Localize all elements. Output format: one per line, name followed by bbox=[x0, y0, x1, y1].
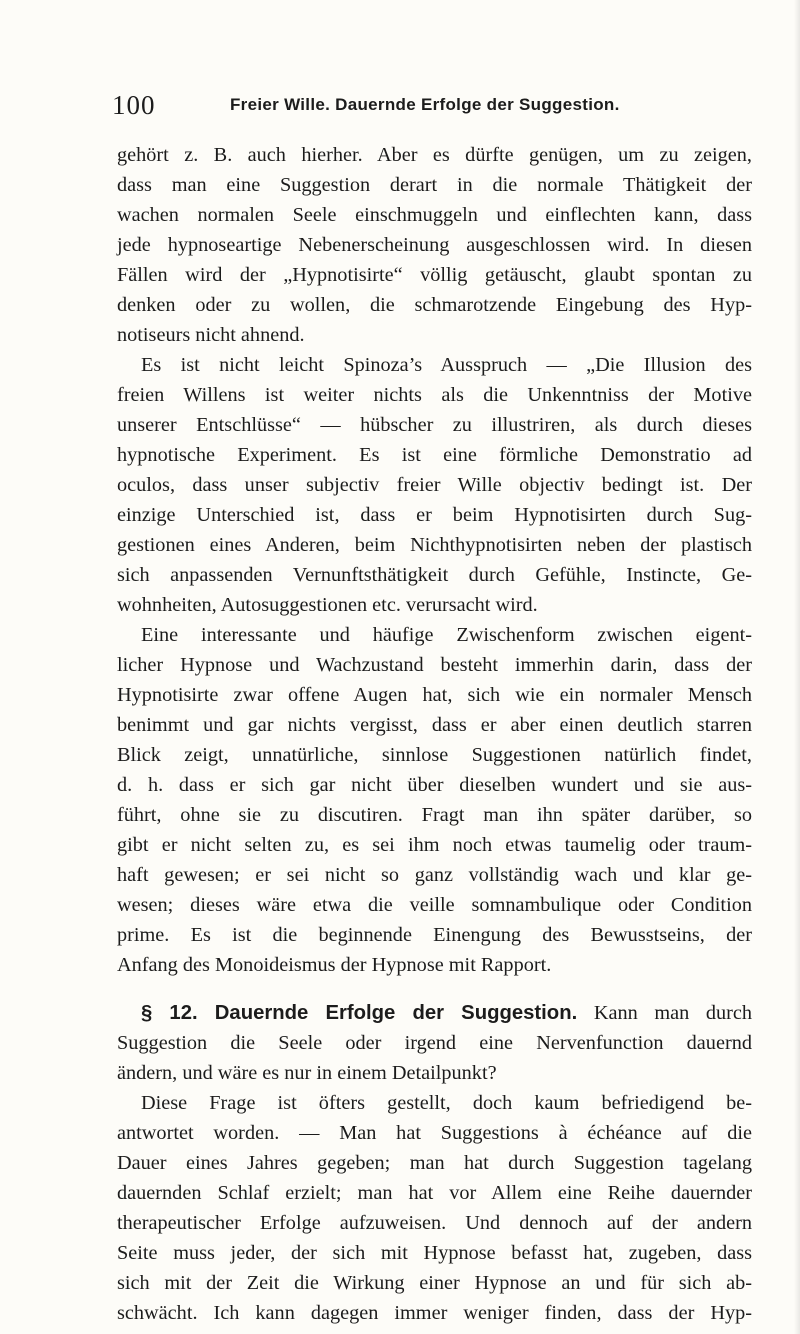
text-line: oculos, dass unser subjectiv freier Wille objectiv bedingt ist. Der bbox=[117, 474, 752, 496]
text-line: unserer Entschlüsse“ — hübscher zu illustriren, als durch dieses bbox=[117, 414, 752, 436]
page-number: 100 bbox=[112, 90, 156, 120]
text-line: Hypnotisirte zwar offene Augen hat, sich wie ein normaler Mensch bbox=[117, 684, 752, 706]
section-heading-line bbox=[141, 998, 752, 1028]
text-line: notiseurs nicht ahnend. bbox=[117, 324, 305, 346]
text-line: therapeutischer Erfolge aufzuweisen. Und dennoch auf der andern bbox=[117, 1212, 752, 1234]
text-line: wachen normalen Seele einschmuggeln und einflechten kann, dass bbox=[117, 204, 752, 226]
text-line: gehört z. B. auch hierher. Aber es dürfte genügen, um zu zeigen, bbox=[117, 144, 752, 166]
text-line: gibt er nicht selten zu, es sei ihm noch etwas taumelig oder traum- bbox=[117, 834, 752, 856]
text-line: prime. Es ist die beginnende Einengung des Bewusstseins, der bbox=[117, 924, 752, 946]
text-line: sich anpassenden Vernunftsthätigkeit durch Gefühle, Instincte, Ge- bbox=[117, 564, 752, 586]
text-line: schwächt. Ich kann dagegen immer weniger finden, dass der Hyp- bbox=[117, 1302, 752, 1324]
text-line: jede hypnoseartige Nebenerscheinung ausgeschlossen wird. In diesen bbox=[117, 234, 752, 256]
text-line: antwortet worden. — Man hat Suggestions à échéance auf die bbox=[117, 1122, 752, 1144]
text-fragment: Kann man durch bbox=[593, 1002, 752, 1024]
text-line: hypnotische Experiment. Es ist eine förmliche Demonstratio ad bbox=[117, 444, 752, 466]
text-line: d. h. dass er sich gar nicht über dieselben wundert und sie aus- bbox=[117, 774, 752, 796]
text-line: dauernden Schlaf erzielt; man hat vor Allem eine Reihe dauernder bbox=[117, 1182, 752, 1204]
running-head bbox=[112, 90, 752, 120]
text-line: führt, ohne sie zu discutiren. Fragt man ihn später darüber, so bbox=[117, 804, 752, 826]
text-line: sich mit der Zeit die Wirkung einer Hypnose an und für sich ab- bbox=[117, 1272, 752, 1294]
section-heading: § 12. Dauernde Erfolge der Suggestion. bbox=[141, 1002, 578, 1024]
text-line: Es ist nicht leicht Spinoza’s Ausspruch — „Die Illusion des bbox=[141, 354, 752, 376]
text-line: Seite muss jeder, der sich mit Hypnose befasst hat, zugeben, dass bbox=[117, 1242, 752, 1264]
text-line: haft gewesen; er sei nicht so ganz vollständig wach und klar ge- bbox=[117, 864, 752, 886]
text-line: ändern, und wäre es nur in einem Detailpunkt? bbox=[117, 1062, 497, 1084]
text-line: Blick zeigt, unnatürliche, sinnlose Suggestionen natürlich findet, bbox=[117, 744, 752, 766]
text-line: dass man eine Suggestion derart in die normale Thätigkeit der bbox=[117, 174, 752, 196]
text-line: einzige Unterschied ist, dass er beim Hypnotisirten durch Sug- bbox=[117, 504, 752, 526]
text-line: Anfang des Monoideismus der Hypnose mit Rapport. bbox=[117, 954, 552, 976]
text-line: Eine interessante und häufige Zwischenform zwischen eigent- bbox=[141, 624, 752, 646]
page-edge-shadow bbox=[794, 0, 800, 1334]
running-head-title: Freier Wille. Dauernde Erfolge der Suggestion. bbox=[230, 95, 620, 114]
text-line: benimmt und gar nichts vergisst, dass er aber einen deutlich starren bbox=[117, 714, 752, 736]
text-line: wesen; dieses wäre etwa die veille somnambulique oder Condition bbox=[117, 894, 752, 916]
text-line: freien Willens ist weiter nichts als die Unkenntniss der Motive bbox=[117, 384, 752, 406]
text-line: Suggestion die Seele oder irgend eine Nervenfunction dauernd bbox=[117, 1032, 752, 1054]
text-line: gestionen eines Anderen, beim Nichthypnotisirten neben der plastisch bbox=[117, 534, 752, 556]
text-line: denken oder zu wollen, die schmarotzende Eingebung des Hyp- bbox=[117, 294, 752, 316]
text-line: Diese Frage ist öfters gestellt, doch kaum befriedigend be- bbox=[141, 1092, 752, 1114]
text-line: Fällen wird der „Hypnotisirte“ völlig getäuscht, glaubt spontan zu bbox=[117, 264, 752, 286]
text-line: licher Hypnose und Wachzustand besteht immerhin darin, dass der bbox=[117, 654, 752, 676]
text-line: wohnheiten, Autosuggestionen etc. verursacht wird. bbox=[117, 594, 538, 616]
text-line: Dauer eines Jahres gegeben; man hat durch Suggestion tagelang bbox=[117, 1152, 752, 1174]
